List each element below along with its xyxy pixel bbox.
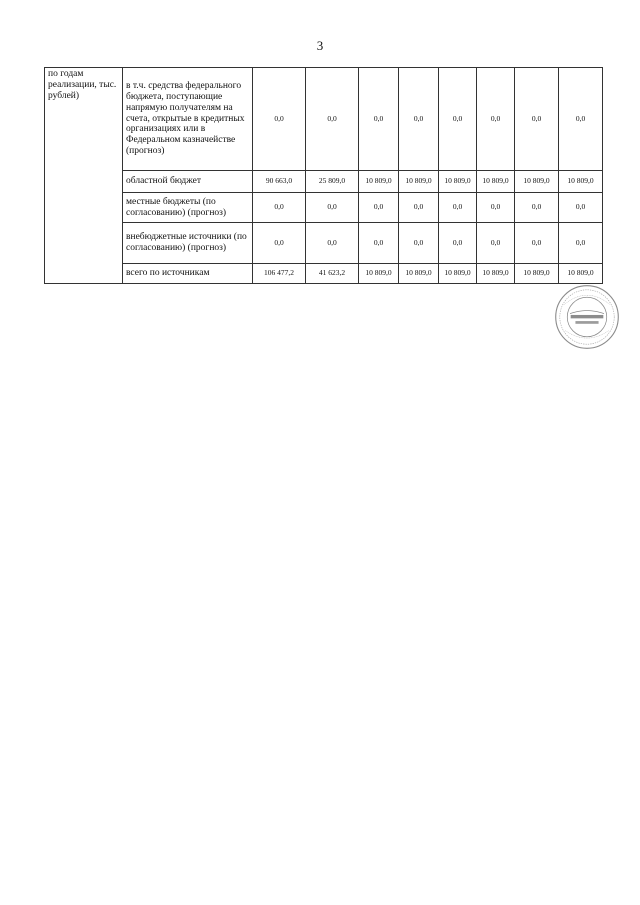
value-cell: 10 809,0 [359, 264, 399, 284]
value-cell: 0,0 [477, 193, 515, 223]
value-cell: 0,0 [253, 68, 306, 171]
value-cell: 10 809,0 [399, 171, 439, 193]
value-cell: 0,0 [515, 223, 559, 264]
value-cell: 10 809,0 [559, 171, 603, 193]
table-row [45, 264, 603, 284]
value-cell: 0,0 [477, 68, 515, 171]
value-cell: 10 809,0 [515, 264, 559, 284]
value-cell: 0,0 [306, 68, 359, 171]
row-label: всего по источникам [123, 264, 253, 284]
value-cell: 10 809,0 [515, 171, 559, 193]
value-cell: 0,0 [306, 193, 359, 223]
budget-table [44, 67, 603, 284]
page-number: 3 [316, 38, 324, 53]
value-cell: 0,0 [559, 193, 603, 223]
value-cell: 25 809,0 [306, 171, 359, 193]
value-cell: 41 623,2 [306, 264, 359, 284]
value-cell: 0,0 [399, 68, 439, 171]
value-cell: 0,0 [515, 193, 559, 223]
value-cell: 0,0 [477, 223, 515, 264]
value-cell: 0,0 [559, 68, 603, 171]
value-cell: 0,0 [253, 223, 306, 264]
row-label: местные бюджеты (по согласованию) (прогноз) [123, 193, 253, 223]
table-row [45, 223, 603, 264]
value-cell: 10 809,0 [359, 171, 399, 193]
row-label: внебюджетные источники (по согласованию) (прогноз) [123, 223, 253, 264]
value-cell: 0,0 [359, 68, 399, 171]
value-cell: 0,0 [359, 223, 399, 264]
value-cell: 0,0 [439, 193, 477, 223]
seal-stamp-icon [553, 283, 621, 351]
value-cell: 0,0 [359, 193, 399, 223]
value-cell: 0,0 [439, 223, 477, 264]
value-cell: 0,0 [253, 193, 306, 223]
value-cell: 10 809,0 [477, 171, 515, 193]
value-cell: 90 663,0 [253, 171, 306, 193]
value-cell: 10 809,0 [399, 264, 439, 284]
value-cell: 10 809,0 [439, 171, 477, 193]
value-cell: 0,0 [399, 223, 439, 264]
row-header-cell: по годам реализации, тыс. рублей) [45, 68, 123, 284]
value-cell: 106 477,2 [253, 264, 306, 284]
value-cell: 0,0 [439, 68, 477, 171]
row-label: областной бюджет [123, 171, 253, 193]
table-row [45, 193, 603, 223]
value-cell: 10 809,0 [559, 264, 603, 284]
value-cell: 0,0 [515, 68, 559, 171]
value-cell: 10 809,0 [439, 264, 477, 284]
table-row [45, 171, 603, 193]
row-label: в т.ч. средства федерального бюджета, поступающие напрямую получателям на счета, открытые в кредитных организациях или в Федеральном казначействе (прогноз) [123, 68, 253, 171]
table-row [45, 68, 603, 171]
value-cell: 0,0 [306, 223, 359, 264]
value-cell: 0,0 [559, 223, 603, 264]
value-cell: 10 809,0 [477, 264, 515, 284]
value-cell: 0,0 [399, 193, 439, 223]
